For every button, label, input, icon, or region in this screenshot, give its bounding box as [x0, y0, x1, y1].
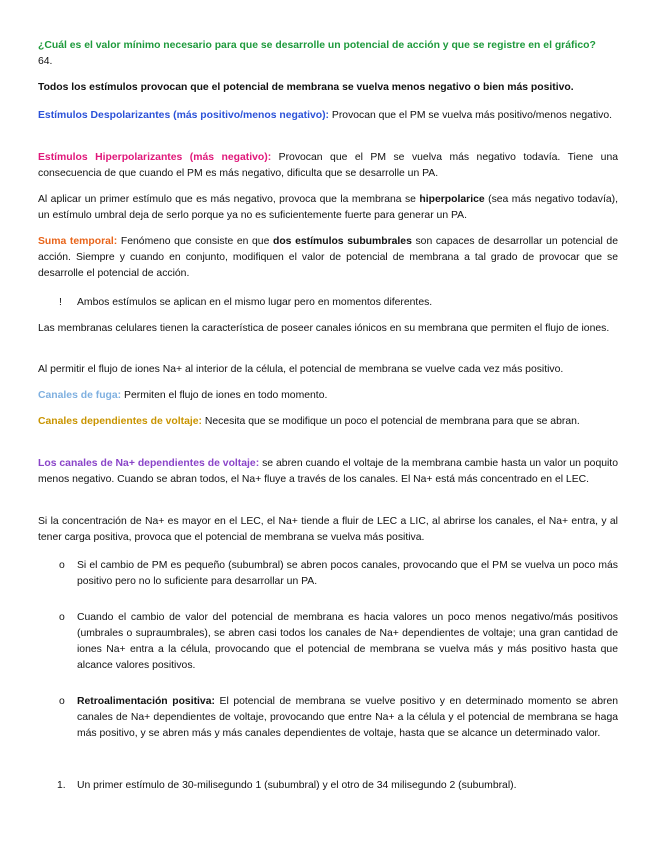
aplicar-after: (sea más negativo todavía), un estímulo umbral deja de serlo porque ya no es suficientemente fuerte para generar un PA. — [38, 194, 618, 221]
suma-bold: dos estímulos subumbrales — [272, 236, 412, 247]
na-term: Los canales de Na+ dependientes de voltaje: — [38, 458, 260, 469]
voltaje-text: Necesita que se modifique un poco el potencial de membrana para que se abran. — [202, 416, 580, 427]
bullet-marker-three: o — [59, 696, 65, 707]
concentracion-paragraph: Si la concentración de Na+ es mayor en el LEC, el Na+ tiende a fluir de LEC a LIC, al abrirse los canales, el Na+ entra, y al tener carga positiva, provoca que el potencial de membrana se vuelva más positiva. — [38, 516, 618, 543]
suma-before: Fenómeno que consiste en que — [117, 236, 273, 247]
suma-term: Suma temporal: — [38, 236, 118, 247]
voltaje-term: Canales dependientes de voltaje: — [38, 416, 202, 427]
despolarizantes-text: Provocan que el PM se vuelva más positivo/menos negativo. — [329, 110, 613, 121]
flujo-paragraph: Al permitir el flujo de iones Na+ al interior de la célula, el potencial de membrana se vuelve cada vez más positivo. — [38, 364, 564, 375]
na-text: se abren cuando el voltaje de la membrana cambie hasta un valor un poquito menos negativo. Cuando se abran todos, el Na+ fluye a través de los canales. El Na+ está más concentrado en el LEC. — [38, 458, 618, 485]
retroalimentacion-text: El potencial de membrana se vuelve positivo y en determinado momento se abren canales de Na+ dependientes de voltaje, provocando que entre Na+ a la célula y el potencial de membrana se haga más positivo, y se abren más y más canales dependientes de voltaje, hasta que se alcance un determinado valor. — [77, 696, 619, 739]
suma-after: son capaces de desarrollar un potencial de acción. Siempre y cuando en conjunto, modifiquen el valor de potencial de membrana a tal grado de provocar que se desarrolle el potencial de acción. — [38, 236, 618, 279]
fuga-term: Canales de fuga: — [38, 390, 122, 401]
statement-paragraph: Todos los estímulos provocan que el potencial de membrana se vuelva menos negativo o bien más positivo. — [38, 82, 574, 93]
aplicar-before: Al aplicar un primer estímulo que es más negativo, provoca que la membrana se — [38, 194, 420, 205]
hiperpolarizantes-paragraph — [38, 150, 618, 182]
question-answer: 64. — [38, 56, 53, 67]
despolarizantes-paragraph — [38, 108, 618, 124]
voltaje-paragraph — [38, 414, 618, 430]
despolarizantes-term: Estímulos Despolarizantes (más positivo/menos negativo): — [38, 110, 330, 121]
aplicar-bold: hiperpolarice — [419, 194, 485, 205]
bullet-two: Cuando el cambio de valor del potencial de membrana es hacia valores un poco menos negativo/más positivos (umbrales o supraumbrales), se abren casi todos los canales de Na+ dependientes de voltaje; una gran cantidad de iones Na+ entra a la célula, provocando que el potencial de membrana se vuelva más y más positivo hasta que alcance valores positivos. — [77, 612, 618, 671]
hiperpolarizantes-text: Provocan que el PM se vuelva más negativo todavía. Tiene una consecuencia de que cuando el PM es más negativo, dificulta que se desarrolle un PA. — [38, 152, 619, 179]
na-paragraph — [38, 456, 618, 488]
question-text: ¿Cuál es el valor mínimo necesario para que se desarrolle un potencial de acción y que se registre en el gráfico? — [38, 40, 596, 51]
fuga-paragraph — [38, 388, 618, 404]
bullet-marker-one: o — [59, 560, 65, 571]
retroalimentacion-term: Retroalimentación positiva: — [77, 696, 215, 707]
numbered-item: Un primer estímulo de 30-milisegundo 1 (subumbral) y el otro de 34 milisegundo 2 (subumbral). — [77, 780, 517, 791]
membranas-paragraph: Las membranas celulares tienen la característica de poseer canales iónicos en su membrana que permiten el flujo de iones. — [38, 323, 610, 334]
numbered-marker: 1. — [57, 780, 66, 791]
suma-note-marker: ! — [59, 297, 62, 308]
suma-paragraph — [38, 234, 618, 282]
aplicar-paragraph — [38, 192, 618, 224]
question-paragraph — [38, 38, 618, 70]
bullet-three — [77, 694, 618, 742]
bullet-marker-two: o — [59, 612, 65, 623]
bullet-one: Si el cambio de PM es pequeño (subumbral) se abren pocos canales, provocando que el PM se vuelva un poco más positivo pero no lo suficiente para desarrollar un PA. — [77, 560, 618, 587]
fuga-text: Permiten el flujo de iones en todo momento. — [121, 390, 328, 401]
suma-note-text: Ambos estímulos se aplican en el mismo lugar pero en momentos diferentes. — [77, 297, 433, 308]
hiperpolarizantes-term: Estímulos Hiperpolarizantes (más negativo): — [38, 152, 272, 163]
